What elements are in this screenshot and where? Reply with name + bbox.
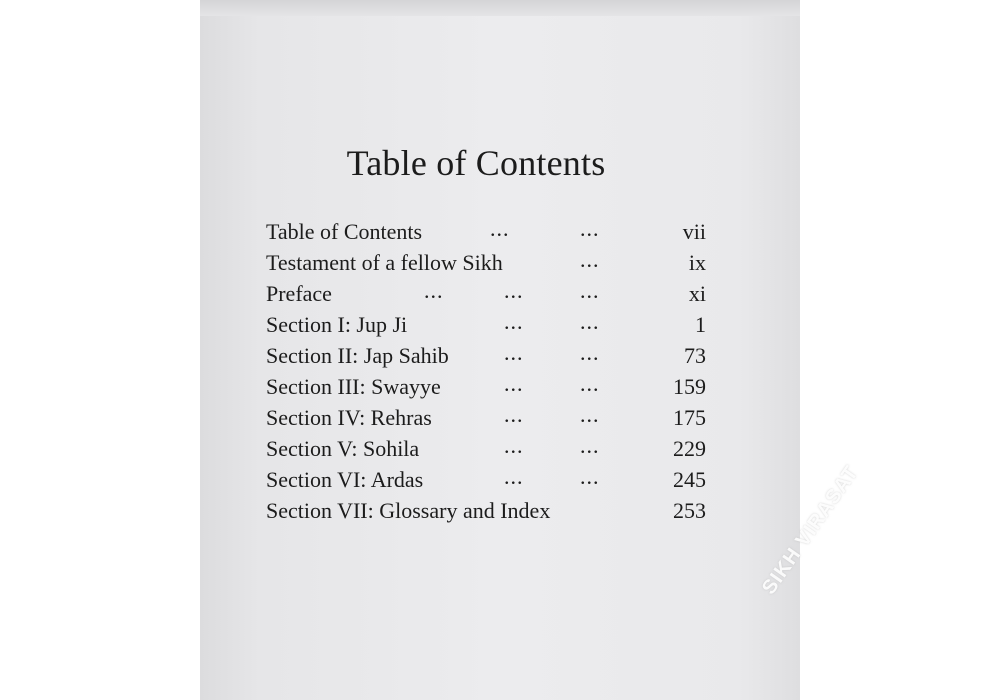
toc-entry-title: Section I: Jup Ji — [266, 312, 408, 337]
toc-leader-dots: ... — [504, 402, 524, 427]
toc-entry-title: Table of Contents — [266, 219, 423, 244]
toc-leader-dots: ... — [504, 309, 524, 334]
toc-entry-title: Section III: Swayye — [266, 374, 441, 399]
toc-leader-dots: ... — [580, 402, 600, 427]
toc-entry — [266, 402, 706, 433]
toc-entry-page: ix — [688, 250, 706, 275]
toc-leader-dots: ... — [580, 309, 600, 334]
toc-entry — [266, 433, 706, 464]
toc-entry — [266, 464, 706, 495]
watermark: SIKH VIRASAT — [758, 461, 863, 599]
toc-leader-dots: ... — [424, 278, 444, 303]
toc-entry — [266, 247, 706, 278]
toc-leader-dots: ... — [580, 247, 600, 272]
toc-leader-dots: ... — [504, 278, 524, 303]
page-title: Table of Contents — [346, 143, 606, 183]
toc-leader-dots: ... — [490, 216, 510, 241]
toc-entry-title: Section V: Sohila — [266, 436, 420, 461]
toc-entry-page: 253 — [673, 498, 706, 523]
toc-entry-page: 229 — [673, 436, 706, 461]
toc-entry — [266, 278, 706, 309]
toc-entry — [266, 495, 706, 526]
toc-entry-page: 245 — [673, 467, 706, 492]
toc-entry-title: Section VII: Glossary and Index — [266, 498, 551, 523]
toc-entry-page: vii — [682, 219, 706, 244]
toc-entry-title: Section VI: Ardas — [266, 467, 424, 492]
toc-leader-dots: ... — [580, 340, 600, 365]
toc-entry — [266, 309, 706, 340]
toc-leader-dots: ... — [504, 464, 524, 489]
paper-edge — [200, 0, 800, 16]
book-page-photo — [200, 0, 863, 700]
toc-entry-page: 73 — [684, 343, 706, 368]
toc-entry-page: 159 — [673, 374, 706, 399]
toc-leader-dots: ... — [580, 464, 600, 489]
toc-leader-dots: ... — [580, 278, 600, 303]
toc-entry-page: 175 — [673, 405, 706, 430]
toc-leader-dots: ... — [580, 371, 600, 396]
toc-entry — [266, 340, 706, 371]
table-of-contents — [266, 216, 706, 526]
toc-leader-dots: ... — [504, 433, 524, 458]
toc-entry-title: Testament of a fellow Sikh — [266, 250, 503, 275]
toc-leader-dots: ... — [580, 216, 600, 241]
toc-entry-title: Section II: Jap Sahib — [266, 343, 449, 368]
toc-entry-page: xi — [688, 281, 706, 306]
toc-entry-title: Preface — [266, 281, 332, 306]
toc-entry-title: Section IV: Rehras — [266, 405, 432, 430]
toc-leader-dots: ... — [504, 371, 524, 396]
toc-entry — [266, 216, 706, 247]
toc-entry-page: 1 — [695, 312, 706, 337]
toc-leader-dots: ... — [580, 433, 600, 458]
toc-entry — [266, 371, 706, 402]
toc-leader-dots: ... — [504, 340, 524, 365]
